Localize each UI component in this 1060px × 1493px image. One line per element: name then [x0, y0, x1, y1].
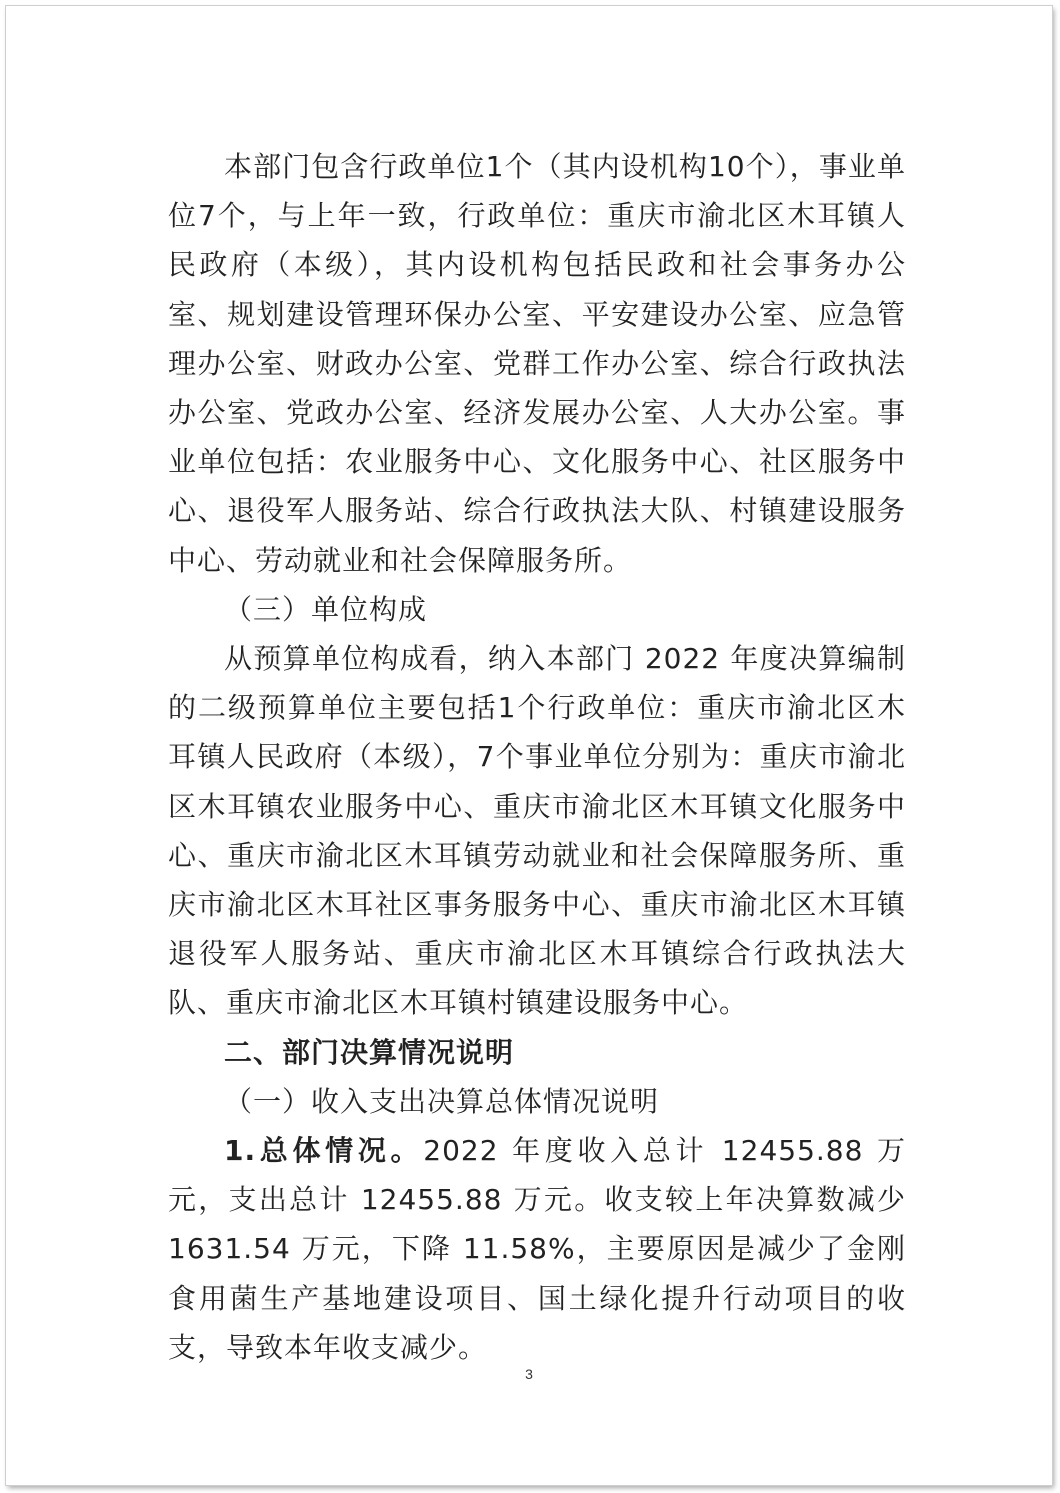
document-page — [6, 6, 1052, 1485]
heading-section-2: 二、部门决算情况说明 — [224, 1035, 515, 1069]
heading-unit-composition: （三）单位构成 — [224, 592, 428, 626]
paragraph-budget-units: 从预算单位构成看，纳入本部门 2022 年度决算编制的二级预算单位主要包括1个行政单位：重庆市渝北区木耳镇人民政府（本级），7个事业单位分别为：重庆市渝北区木耳镇农业服务中心、重庆市渝北区木耳镇文化服务中心、重庆市渝北区木耳镇劳动就业和社会保障服务所、重庆市渝北区木耳社区事务服务中心、重庆市渝北区木耳镇退役军人服务站、重庆市渝北区木耳镇综合行政执法大队、重庆市渝北区木耳镇村镇建设服务中心。 — [168, 642, 906, 1020]
overall-situation-lead: 1.总体情况。 — [224, 1134, 424, 1168]
paragraph-overall-situation — [168, 1126, 906, 1372]
overall-situation-body: 2022 年度收入总计 12455.88 万元，支出总计 12455.88 万元。收支较上年决算数减少 1631.54 万元，下降 11.58%，主要原因是减少了金刚食用菌生产基地建设项目、国土绿化提升行动项目的收支，导致本年收支减少。 — [168, 1134, 906, 1364]
heading-income-expenditure: （一）收入支出决算总体情况说明 — [224, 1084, 660, 1118]
paragraph-department-composition: 本部门包含行政单位1个（其内设机构10个），事业单位7个，与上年一致，行政单位：重庆市渝北区木耳镇人民政府（本级），其内设机构包括民政和社会事务办公室、规划建设管理环保办公室、平安建设办公室、应急管理办公室、财政办公室、党群工作办公室、综合行政执法办公室、党政办公室、经济发展办公室、人大办公室。事业单位包括：农业服务中心、文化服务中心、社区服务中心、退役军人服务站、综合行政执法大队、村镇建设服务中心、劳动就业和社会保障服务所。 — [168, 150, 906, 577]
page-number: 3 — [525, 1366, 533, 1382]
page-body — [168, 142, 906, 1372]
